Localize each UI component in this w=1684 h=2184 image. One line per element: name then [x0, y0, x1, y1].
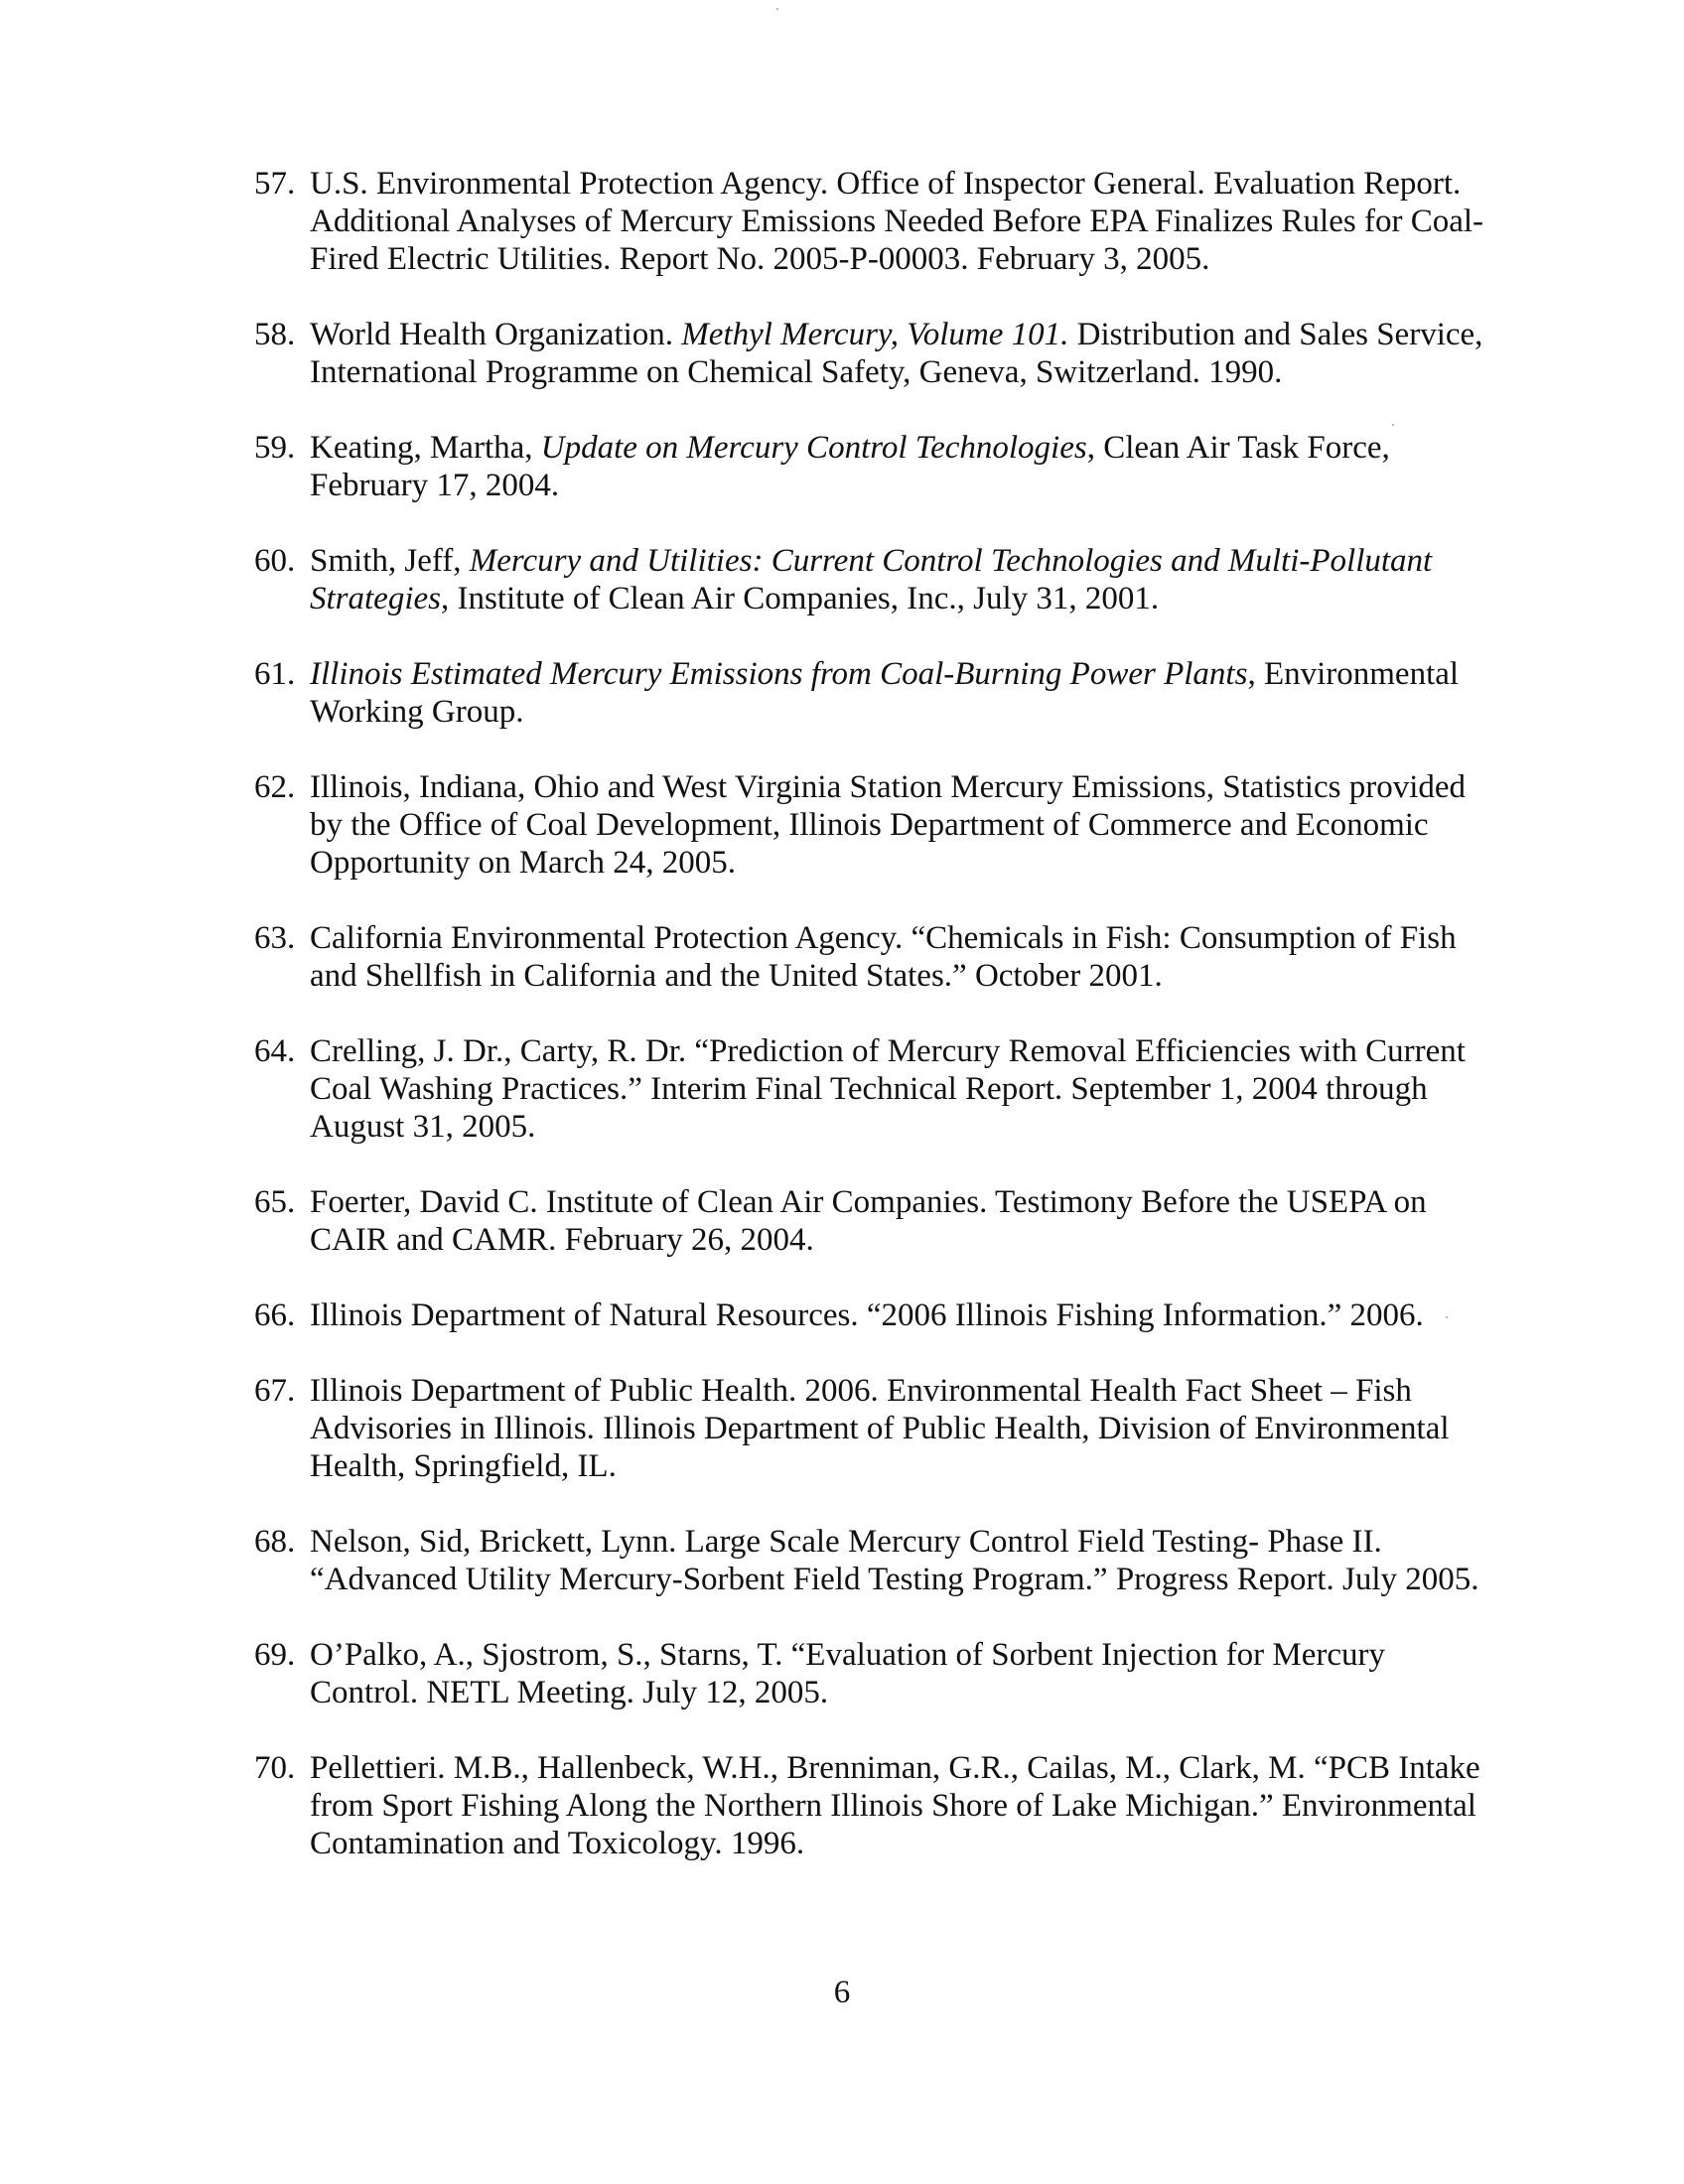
reference-number: 62. — [254, 769, 296, 805]
reference-item — [254, 542, 1495, 617]
reference-text-segment: Crelling, J. Dr., Carty, R. Dr. “Prediction of Mercury Removal Efficiencies with Current Coal Washing Practices.” Interim Final Technical Report. September 1, 2004 through August 31, 2005. — [310, 1033, 1466, 1145]
scan-speck — [776, 8, 778, 10]
reference-text — [310, 1749, 1495, 1862]
page-number: 6 — [833, 1975, 851, 2010]
reference-item — [254, 1372, 1495, 1485]
reference-number: 67. — [254, 1373, 296, 1409]
reference-text-segment: Nelson, Sid, Brickett, Lynn. Large Scale Mercury Control Field Testing- Phase II. “Advanced Utility Mercury-Sorbent Field Testing Program.” Progress Report. July 2005. — [310, 1524, 1479, 1597]
reference-number: 66. — [254, 1297, 296, 1333]
reference-text-segment: , Environmental Working Group. — [310, 656, 1460, 730]
reference-number: 61. — [254, 656, 296, 692]
reference-title-italic: Illinois Estimated Mercury Emissions from Coal-Burning Power Plants — [310, 656, 1248, 692]
reference-text — [310, 1183, 1495, 1259]
reference-title-italic: Update on Mercury Control Technologies — [540, 430, 1087, 466]
reference-title-italic: Methyl Mercury, Volume 101. — [681, 317, 1069, 352]
reference-title-italic: Mercury and Utilities: Current Control Technologies and Multi-Pollutant Strategies — [310, 543, 1433, 616]
reference-text — [310, 655, 1495, 731]
reference-item — [254, 1297, 1495, 1334]
reference-text-segment: Illinois Department of Public Health. 2006. Environmental Health Fact Sheet – Fish Advisories in Illinois. Illinois Department of Public Health, Division of Environmental Health, Springfield, IL. — [310, 1373, 1450, 1484]
reference-item — [254, 1749, 1495, 1862]
reference-text — [310, 1372, 1495, 1485]
reference-number: 63. — [254, 920, 296, 956]
reference-text-segment: , Institute of Clean Air Companies, Inc., July 31, 2001. — [440, 581, 1160, 616]
reference-text — [310, 316, 1495, 391]
reference-text — [310, 1032, 1495, 1146]
reference-text — [310, 165, 1495, 278]
reference-text-segment: Illinois, Indiana, Ohio and West Virginia Station Mercury Emissions, Statistics provided by the Office of Coal Development, Illinois Department of Commerce and Economic Opportunity on March 24, 2005. — [310, 769, 1467, 881]
reference-item — [254, 919, 1495, 995]
reference-text — [310, 429, 1495, 504]
reference-text-segment: Smith, Jeff, — [310, 543, 470, 579]
reference-number: 69. — [254, 1637, 296, 1673]
reference-item — [254, 429, 1495, 504]
reference-item — [254, 768, 1495, 882]
reference-number: 58. — [254, 317, 296, 352]
reference-text-segment: , Clean Air Task Force, February 17, 2004. — [310, 430, 1390, 503]
reference-number: 59. — [254, 430, 296, 466]
reference-item — [254, 1183, 1495, 1259]
reference-text — [310, 1297, 1495, 1334]
reference-text — [310, 919, 1495, 995]
reference-number: 65. — [254, 1184, 296, 1220]
reference-number: 64. — [254, 1033, 296, 1069]
reference-text — [310, 542, 1495, 617]
reference-item — [254, 1032, 1495, 1146]
reference-item — [254, 1523, 1495, 1598]
reference-item — [254, 165, 1495, 278]
reference-text — [310, 768, 1495, 882]
reference-number: 60. — [254, 543, 296, 579]
reference-text-segment: California Environmental Protection Agency. “Chemicals in Fish: Consumption of Fish and Shellfish in California and the United States.” October 2001. — [310, 920, 1457, 994]
reference-text-segment: Foerter, David C. Institute of Clean Air Companies. Testimony Before the USEPA on CAIR and CAMR. February 26, 2004. — [310, 1184, 1427, 1258]
reference-text-segment: Illinois Department of Natural Resources. “2006 Illinois Fishing Information.” 2006. — [310, 1297, 1424, 1333]
reference-list — [254, 165, 1495, 1900]
reference-text-segment: Keating, Martha, — [310, 430, 541, 466]
reference-text — [310, 1523, 1495, 1598]
reference-number: 70. — [254, 1750, 296, 1786]
reference-text-segment: World Health Organization. — [310, 317, 682, 352]
reference-item — [254, 1636, 1495, 1711]
reference-text-segment: U.S. Environmental Protection Agency. Office of Inspector General. Evaluation Report. Additional Analyses of Mercury Emissions Needed Before EPA Finalizes Rules for Coal-Fired Electric Utilities. Report No. 2005-P-00003. February 3, 2005. — [310, 166, 1484, 277]
reference-text — [310, 1636, 1495, 1711]
reference-number: 57. — [254, 166, 296, 202]
reference-item — [254, 655, 1495, 731]
reference-number: 68. — [254, 1524, 296, 1560]
reference-text-segment: O’Palko, A., Sjostrom, S., Starns, T. “Evaluation of Sorbent Injection for Mercury Control. NETL Meeting. July 12, 2005. — [310, 1637, 1386, 1710]
reference-item — [254, 316, 1495, 391]
reference-text-segment: Pellettieri. M.B., Hallenbeck, W.H., Brenniman, G.R., Cailas, M., Clark, M. “PCB Intake from Sport Fishing Along the Northern Illinois Shore of Lake Michigan.” Environmental Contamination and Toxicology. 1996. — [310, 1750, 1480, 1861]
reference-text-segment: Distribution and Sales Service, International Programme on Chemical Safety, Geneva, Switzerland. 1990. — [310, 317, 1483, 390]
